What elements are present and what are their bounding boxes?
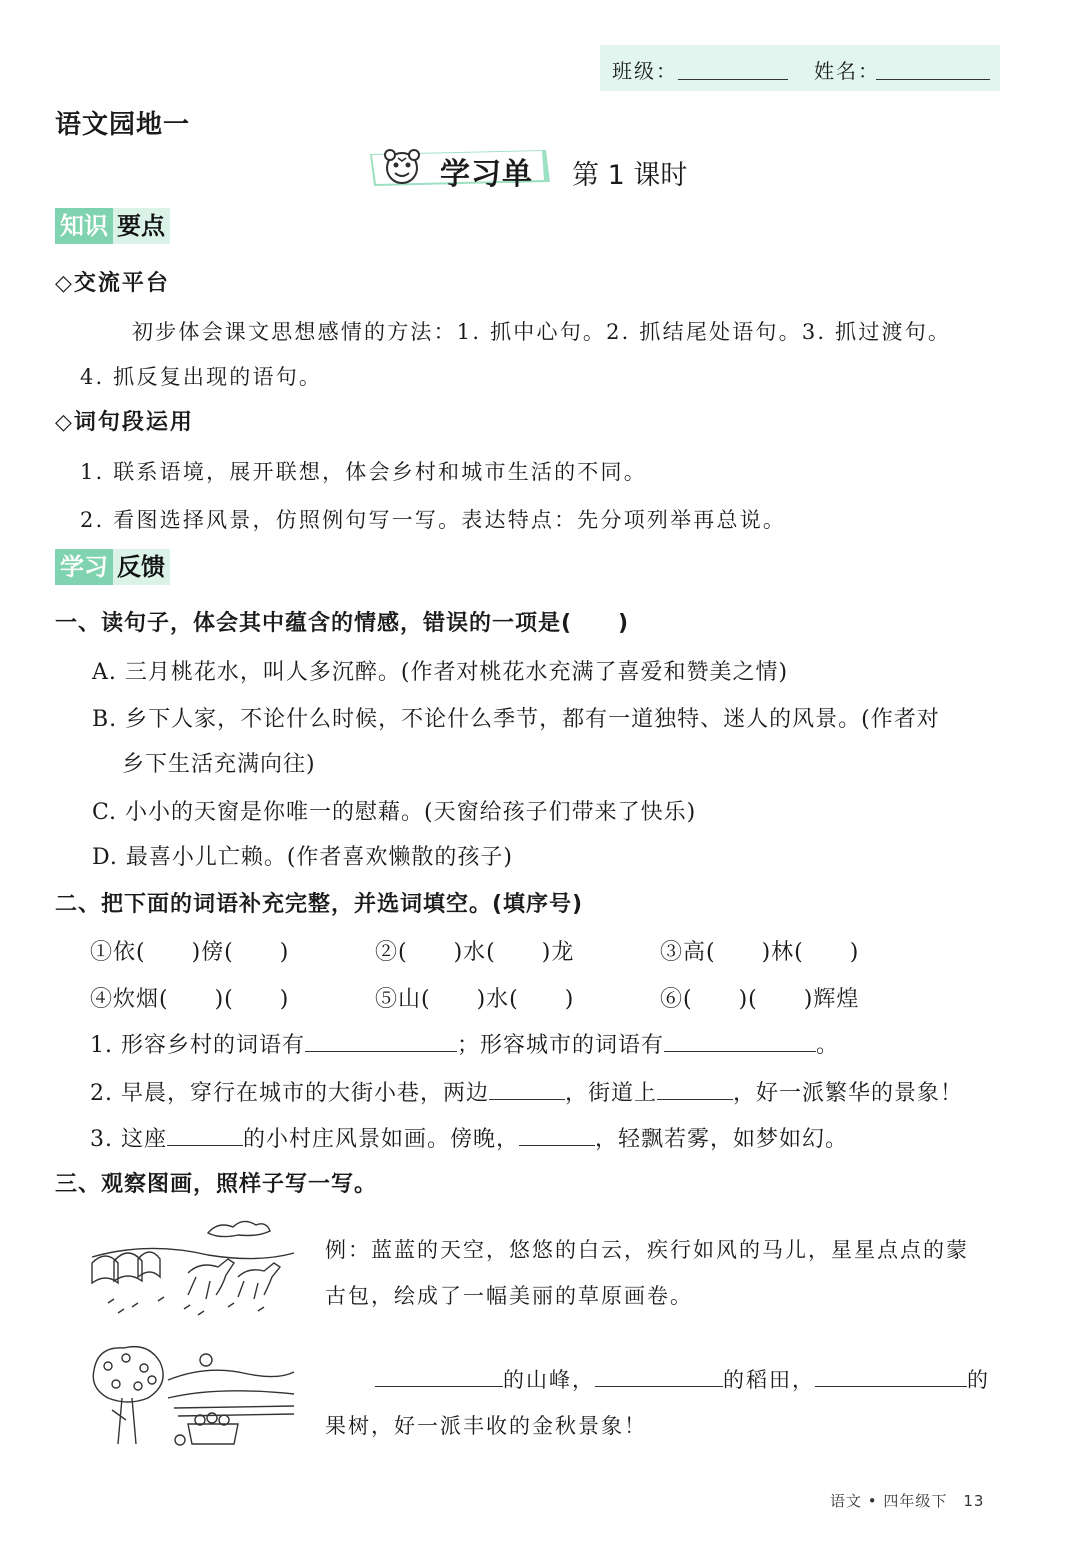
question-1-option-b[interactable]: B. 乡下人家，不论什么时候，不论什么季节，都有一道独特、迷人的风景。(作者对 (92, 707, 940, 732)
fill-3-text-c: ，轻飘若雾，如梦如幻。 (595, 1127, 849, 1152)
answer-blank-orchard[interactable] (815, 1365, 967, 1387)
fill-2-text-b: ，街道上 (565, 1081, 658, 1106)
answer-line-1 (375, 1364, 990, 1394)
fill-2-text-c: ，好一派繁华的景象！ (733, 1081, 964, 1106)
usage-line-2: 2. 看图选择风景，仿照例句写一写。表达特点：先分项列举再总说。 (80, 508, 787, 532)
fill-1-text-b: ；形容城市的词语有 (456, 1033, 664, 1058)
feedback-heading-a: 学习 (55, 549, 113, 585)
fill-1-text-c: 。 (816, 1033, 840, 1058)
banner-label: 学习单 (440, 157, 533, 192)
feedback-heading-b: 反馈 (113, 549, 170, 585)
fill-2-text-a: 2. 早晨，穿行在城市的大街小巷，两边 (90, 1081, 489, 1106)
feedback-heading (55, 549, 170, 585)
knowledge-heading (55, 208, 170, 244)
answer-text-a: 的山峰， (503, 1368, 595, 1392)
sun-icon (200, 1354, 212, 1366)
tiger-mascot-icon (385, 150, 419, 183)
fill-1-blank-b[interactable] (664, 1030, 816, 1052)
word-item-3[interactable]: ③高( )林( ) (660, 940, 860, 965)
answer-blank-paddy[interactable] (595, 1365, 723, 1387)
knowledge-heading-b: 要点 (113, 208, 170, 244)
question-1-option-d[interactable]: D. 最喜小儿亡赖。(作者喜欢懒散的孩子) (92, 845, 514, 870)
answer-text-c: 的 (967, 1368, 990, 1392)
fill-sentence-3 (90, 1122, 848, 1153)
example-line-2: 古包，绘成了一幅美丽的草原画卷。 (325, 1284, 693, 1308)
fill-3-blank-b[interactable] (519, 1124, 595, 1146)
fill-sentence-2 (90, 1076, 963, 1107)
word-item-4[interactable]: ④炊烟( )( ) (90, 987, 290, 1012)
cloud-icon (208, 1221, 270, 1236)
usage-title: ◇词句段运用 (55, 410, 194, 435)
class-blank[interactable] (678, 79, 788, 80)
fruit-basket-icon (188, 1424, 238, 1444)
fill-1-text-a: 1. 形容乡村的词语有 (90, 1033, 305, 1058)
mountain-icon (168, 1370, 294, 1380)
fill-3-text-a: 3. 这座 (90, 1127, 167, 1152)
word-item-6[interactable]: ⑥( )( )辉煌 (660, 987, 860, 1012)
fill-sentence-1 (90, 1028, 839, 1059)
horse-icon (188, 1259, 234, 1299)
lesson-label: 第 1 课时 (572, 160, 688, 191)
fill-2-blank-b[interactable] (657, 1078, 733, 1100)
question-3-title: 三、观察图画，照样子写一写。 (55, 1172, 378, 1197)
answer-blank-mountain[interactable] (375, 1365, 503, 1387)
grassland-illustration (88, 1215, 298, 1320)
fill-3-blank-a[interactable] (167, 1124, 243, 1146)
exchange-platform-title: ◇交流平台 (55, 271, 170, 296)
answer-line-2: 果树，好一派丰收的金秋景象！ (325, 1414, 647, 1438)
name-blank[interactable] (876, 79, 990, 80)
section-title: 语文园地一 (55, 110, 191, 140)
fill-1-blank-a[interactable] (305, 1030, 457, 1052)
word-item-2[interactable]: ②( )水( )龙 (375, 940, 575, 965)
word-item-1[interactable]: ①依( )傍( ) (90, 940, 290, 965)
exchange-line-2: 4. 抓反复出现的语句。 (80, 365, 323, 389)
word-item-5[interactable]: ⑤山( )水( ) (375, 987, 575, 1012)
answer-text-b: 的稻田， (723, 1368, 815, 1392)
knowledge-heading-a: 知识 (55, 208, 113, 244)
exchange-line-1: 初步体会课文思想感情的方法：1. 抓中心句。2. 抓结尾处语句。3. 抓过渡句。 (132, 320, 952, 344)
fill-2-blank-a[interactable] (489, 1078, 565, 1100)
name-label: 姓名： (814, 59, 880, 83)
page-footer: 语文 • 四年级下 13 (830, 1492, 985, 1510)
usage-line-1: 1. 联系语境，展开联想，体会乡村和城市生活的不同。 (80, 460, 647, 484)
question-1-title: 一、读句子，体会其中蕴含的情感，错误的一项是( ) (55, 611, 630, 636)
orchard-illustration (88, 1340, 298, 1450)
question-1-option-b-cont: 乡下生活充满向往) (122, 752, 316, 777)
question-1-option-a[interactable]: A. 三月桃花水，叫人多沉醉。(作者对桃花水充满了喜爱和赞美之情) (92, 660, 789, 685)
class-label: 班级： (612, 59, 678, 83)
name-box (600, 45, 1000, 91)
question-1-option-c[interactable]: C. 小小的天窗是你唯一的慰藉。(天窗给孩子们带来了快乐) (92, 800, 697, 825)
example-line-1: 例：蓝蓝的天空，悠悠的白云，疾行如风的马儿，星星点点的蒙 (325, 1238, 969, 1262)
fill-3-text-b: 的小村庄风景如画。傍晚， (242, 1127, 519, 1152)
question-2-title: 二、把下面的词语补充完整，并选词填空。(填序号) (55, 892, 584, 917)
